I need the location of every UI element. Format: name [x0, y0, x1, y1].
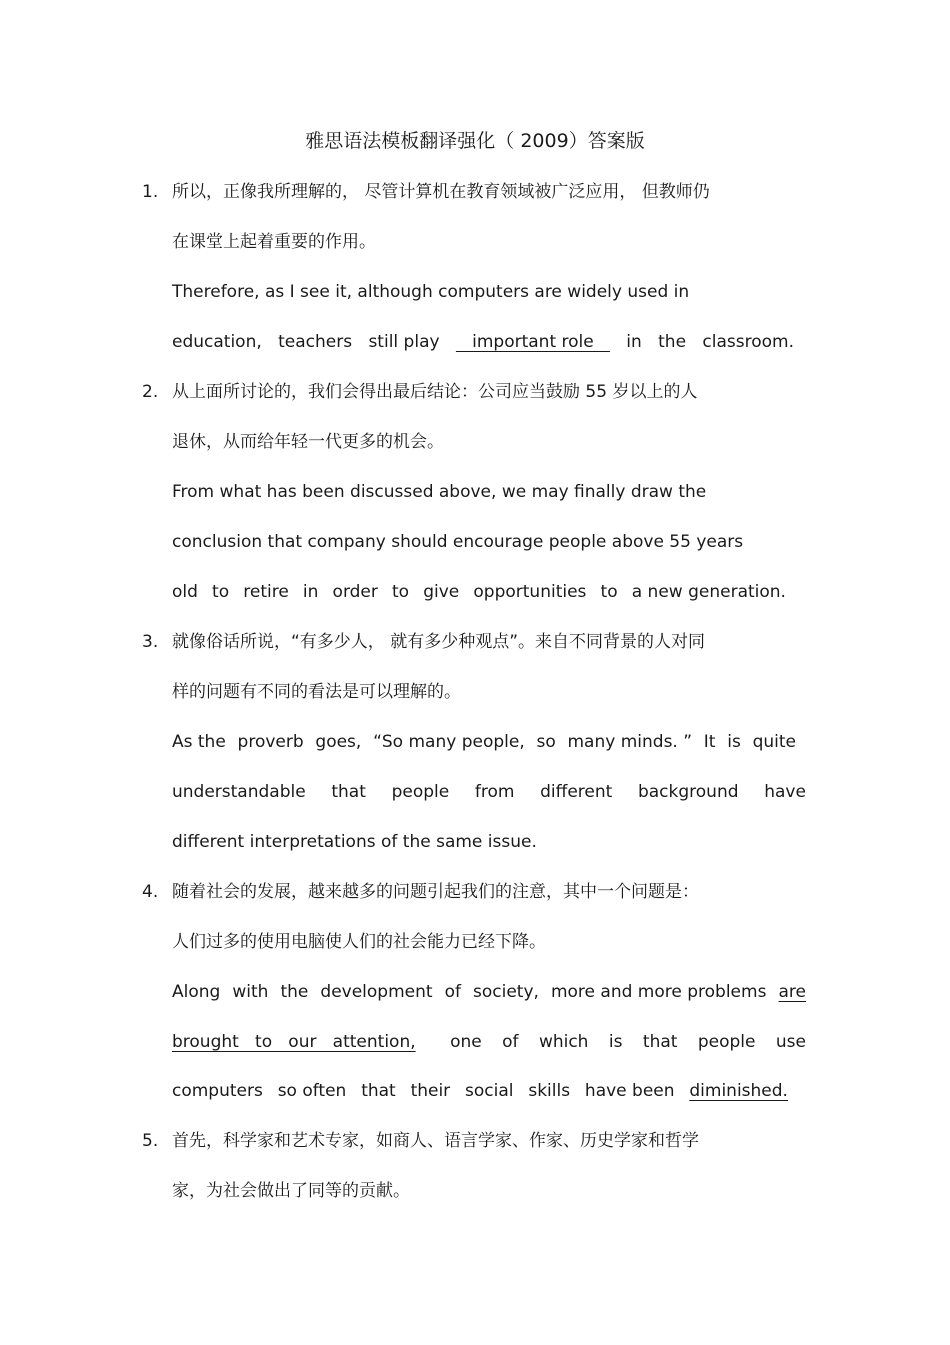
word: background — [637, 782, 739, 802]
word: that — [361, 1081, 396, 1101]
word: Along — [172, 982, 221, 1002]
word: one — [450, 1032, 482, 1052]
item-english-line: different interpretations of the same issue. — [172, 832, 537, 852]
word: to — [212, 582, 230, 602]
word: in — [302, 582, 319, 602]
word: skills — [528, 1081, 571, 1101]
word: a new generation. — [631, 582, 786, 602]
item-chinese-line: 随着社会的发展，越来越多的问题引起我们的注意，其中一个问题是： — [172, 882, 699, 902]
item-english-line: Therefore, as I see it, although computers are widely used in — [172, 282, 690, 302]
word: so often — [277, 1081, 347, 1101]
word: many minds. ” — [567, 732, 693, 752]
word: opportunities — [473, 582, 587, 602]
item-english-line — [172, 780, 806, 804]
word: with — [232, 982, 269, 1002]
word: retire — [243, 582, 289, 602]
item-number: 4. — [142, 882, 159, 902]
word: As the — [172, 732, 226, 752]
item-chinese-line: 人们过多的使用电脑使人们的社会能力已经下降。 — [172, 932, 546, 952]
item-number: 3. — [142, 632, 159, 652]
item-chinese-line: 就像俗话所说，“有多少人， 就有多少种观点”。来自不同背景的人对同 — [172, 632, 706, 652]
word: education, — [172, 332, 262, 352]
word: from — [474, 782, 515, 802]
word: that — [642, 1032, 678, 1052]
word: of — [502, 1032, 519, 1052]
item-chinese-line: 样的问题有不同的看法是可以理解的。 — [172, 682, 461, 702]
word: order — [332, 582, 378, 602]
word: society, — [473, 982, 539, 1002]
item-chinese-line: 从上面所讨论的，我们会得出最后结论：公司应当鼓励 55 岁以上的人 — [172, 382, 698, 402]
word: to — [392, 582, 410, 602]
item-english-line: conclusion that company should encourage people above 55 years — [172, 532, 744, 552]
word: understandable — [172, 782, 306, 802]
item-number: 5. — [142, 1131, 159, 1151]
document-title: 雅思语法模板翻译强化（ 2009）答案版 — [305, 130, 645, 152]
word: that — [331, 782, 366, 802]
item-chinese-line: 在课堂上起着重要的作用。 — [172, 232, 376, 252]
word: is — [727, 732, 741, 752]
word: social — [465, 1081, 514, 1101]
word: teachers — [278, 332, 353, 352]
word: old — [172, 582, 198, 602]
word: their — [410, 1081, 451, 1101]
word: so — [536, 732, 556, 752]
item-number: 2. — [142, 382, 159, 402]
item-english-line — [172, 580, 786, 604]
word: people — [391, 782, 450, 802]
item-english-line — [172, 330, 794, 354]
word: to — [600, 582, 618, 602]
item-english-line — [172, 1079, 794, 1103]
word: different — [540, 782, 613, 802]
word: the — [280, 982, 309, 1002]
underlined-answer: important role — [455, 332, 610, 352]
word: development — [320, 982, 433, 1002]
word: goes, — [315, 732, 362, 752]
word: have — [764, 782, 806, 802]
underlined-answer: are — [778, 982, 806, 1002]
underlined-answer: diminished. — [689, 1081, 788, 1101]
word: of — [444, 982, 461, 1002]
word: the — [658, 332, 687, 352]
word: use — [775, 1032, 806, 1052]
item-chinese-line: 退休，从而给年轻一代更多的机会。 — [172, 432, 444, 452]
word: quite — [752, 732, 796, 752]
item-number: 1. — [142, 182, 159, 202]
word: proverb — [237, 732, 304, 752]
word: more and more problems — [550, 982, 767, 1002]
item-chinese-line: 所以，正像我所理解的， 尽管计算机在教育领域被广泛应用， 但教师仍 — [172, 182, 710, 202]
underlined-answer: brought to our attention, — [172, 1032, 416, 1052]
item-chinese-line: 首先，科学家和艺术专家，如商人、语言学家、作家、历史学家和哲学 — [172, 1131, 699, 1151]
word: “So many people, — [373, 732, 525, 752]
word: in — [626, 332, 642, 352]
word: have been — [584, 1081, 675, 1101]
item-english-line — [172, 730, 796, 754]
word: classroom. — [702, 332, 794, 352]
word: is — [608, 1032, 623, 1052]
word: still play — [368, 332, 440, 352]
word: which — [538, 1032, 589, 1052]
word: give — [423, 582, 460, 602]
item-english-line — [172, 1030, 806, 1054]
item-english-line: From what has been discussed above, we may finally draw the — [172, 482, 707, 502]
word: computers — [172, 1081, 263, 1101]
word: It — [703, 732, 716, 752]
item-chinese-line: 家，为社会做出了同等的贡献。 — [172, 1181, 410, 1201]
item-english-line — [172, 980, 806, 1004]
word: people — [697, 1032, 756, 1052]
